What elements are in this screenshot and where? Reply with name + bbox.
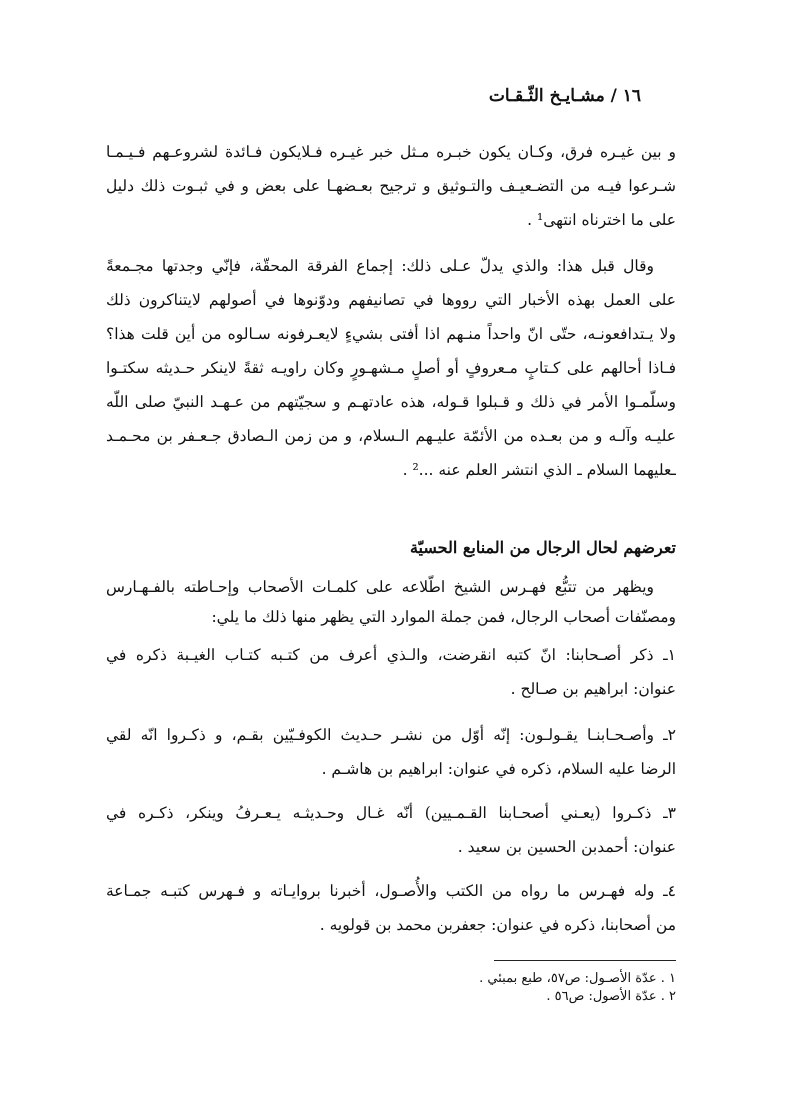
section-intro bbox=[106, 572, 676, 632]
paragraph-2 bbox=[106, 249, 676, 487]
text-line: و بين غيـره فرق، وكـان يكون خبـره مـثل خبر غيـره فـلايكون فـائدة لشروعـهم فـيـمـا bbox=[106, 143, 676, 161]
text-line: الرضا عليه السلام، ذكره في عنوان: ابراهيم بن هاشـم . bbox=[321, 760, 676, 778]
text-line: ٣ـ ذكـروا (يعـني أصحـابنا القـمـيين) أنّه غـال وحـديثـه يـعـرفُ وينكر، ذكـره في bbox=[106, 804, 676, 822]
text-line: ١ـ ذكر أصـحابنا: انّ كتبه انقرضت، والـذي أعرف من كتـبه كتـاب الغيـبة ذكره في bbox=[106, 646, 676, 664]
text-line: على العمل بهذه الأخبار التي رووها في تصانيفهم ودوّنوها في أصولهم لايتناكرون ذلك bbox=[106, 291, 676, 309]
text-line: عنوان: ابراهيم بن صـالح . bbox=[510, 680, 676, 698]
footnotes bbox=[276, 970, 676, 1006]
text-line: ـعليهما السلام ـ الذي انتشر العلم عنه ...² . bbox=[402, 461, 676, 479]
text-line: من أصحابنا، ذكره في عنوان: جعفربن محمد بن قولويه . bbox=[319, 916, 676, 934]
footnote-divider bbox=[494, 960, 676, 961]
footnote-2: ٢ . عدّة الأصول: ص٥٦ . bbox=[546, 989, 676, 1004]
text-line: على ما اخترناه انتهى¹ . bbox=[527, 211, 676, 229]
text-line: فـاذا أحالهم على كـتابٍ مـعروفٍ أو أصلٍ مـشهـورٍ وكان راويـه ثقةً لاينكر حـديثه سكتـوا bbox=[106, 359, 676, 377]
text-line: ويظهر من تتبُّع فهـرس الشيخ اطّلاعه على كلمـات الأصحاب وإحـاطته بالفـهـارس bbox=[106, 578, 654, 596]
list-item-4 bbox=[106, 874, 676, 942]
text-line: ولا يـتدافعونـه، حتّى انّ واحداً منـهم اذا أفتى بشيءٍ لايعـرفونه سـالوه من أين قلت هذا؟ bbox=[106, 325, 676, 343]
text-line: ٢ـ وأصـحـابنـا يقـولـون: إنّه أوّل من نشـر حـديث الكوفـيّين بقـم، و ذكـروا انّه لقي bbox=[106, 726, 676, 744]
page-header: ١٦ / مشـايـخ الثّـقـات bbox=[488, 86, 641, 106]
list-item-1 bbox=[106, 638, 676, 706]
text-line: عليـه وآلـه و من بعـده من الأئمّة عليـهم الـسلام، و من زمن الـصادق جـعـفر بن محـمـد bbox=[106, 427, 676, 445]
text-line: وقال قبل هذا: والذي يدلّ عـلى ذلك: إجماع الفرقة المحقّة، فإنّي وجدتها مجـمعةً bbox=[106, 257, 654, 275]
list-item-3 bbox=[106, 796, 676, 864]
text-line: عنوان: أحمدبن الحسين بن سعيد . bbox=[457, 838, 676, 856]
text-line: ومصنّفات أصحاب الرجال، فمن جملة الموارد التي يظهر منها ذلك ما يلي: bbox=[211, 608, 676, 626]
text-line: شـرعوا فيـه من التضـعيـف والتـوثيق و ترجيح بعـضهـا على بعض و في ثبـوت ذلك دليل bbox=[106, 177, 676, 195]
list-item-2 bbox=[106, 718, 676, 786]
text-line: وسلّمـوا الأمر في ذلك و قـبلوا قـوله، هذه عادتهـم و سجيّتهم من عـهـد النبيّ صلى اللّه bbox=[106, 393, 676, 411]
paragraph-1 bbox=[106, 135, 676, 237]
text-line: ٤ـ وله فهـرس ما رواه من الكتب والأُصـول، أخبرنا بروايـاته و فـهرس كتبـه جمـاعة bbox=[106, 882, 676, 900]
section-heading: تعرضهم لحال الرجال من المنابع الحسيّة bbox=[409, 538, 676, 557]
footnote-1: ١ . عدّة الأصـول: ص٥٧، طبع بمبئي . bbox=[479, 971, 676, 986]
